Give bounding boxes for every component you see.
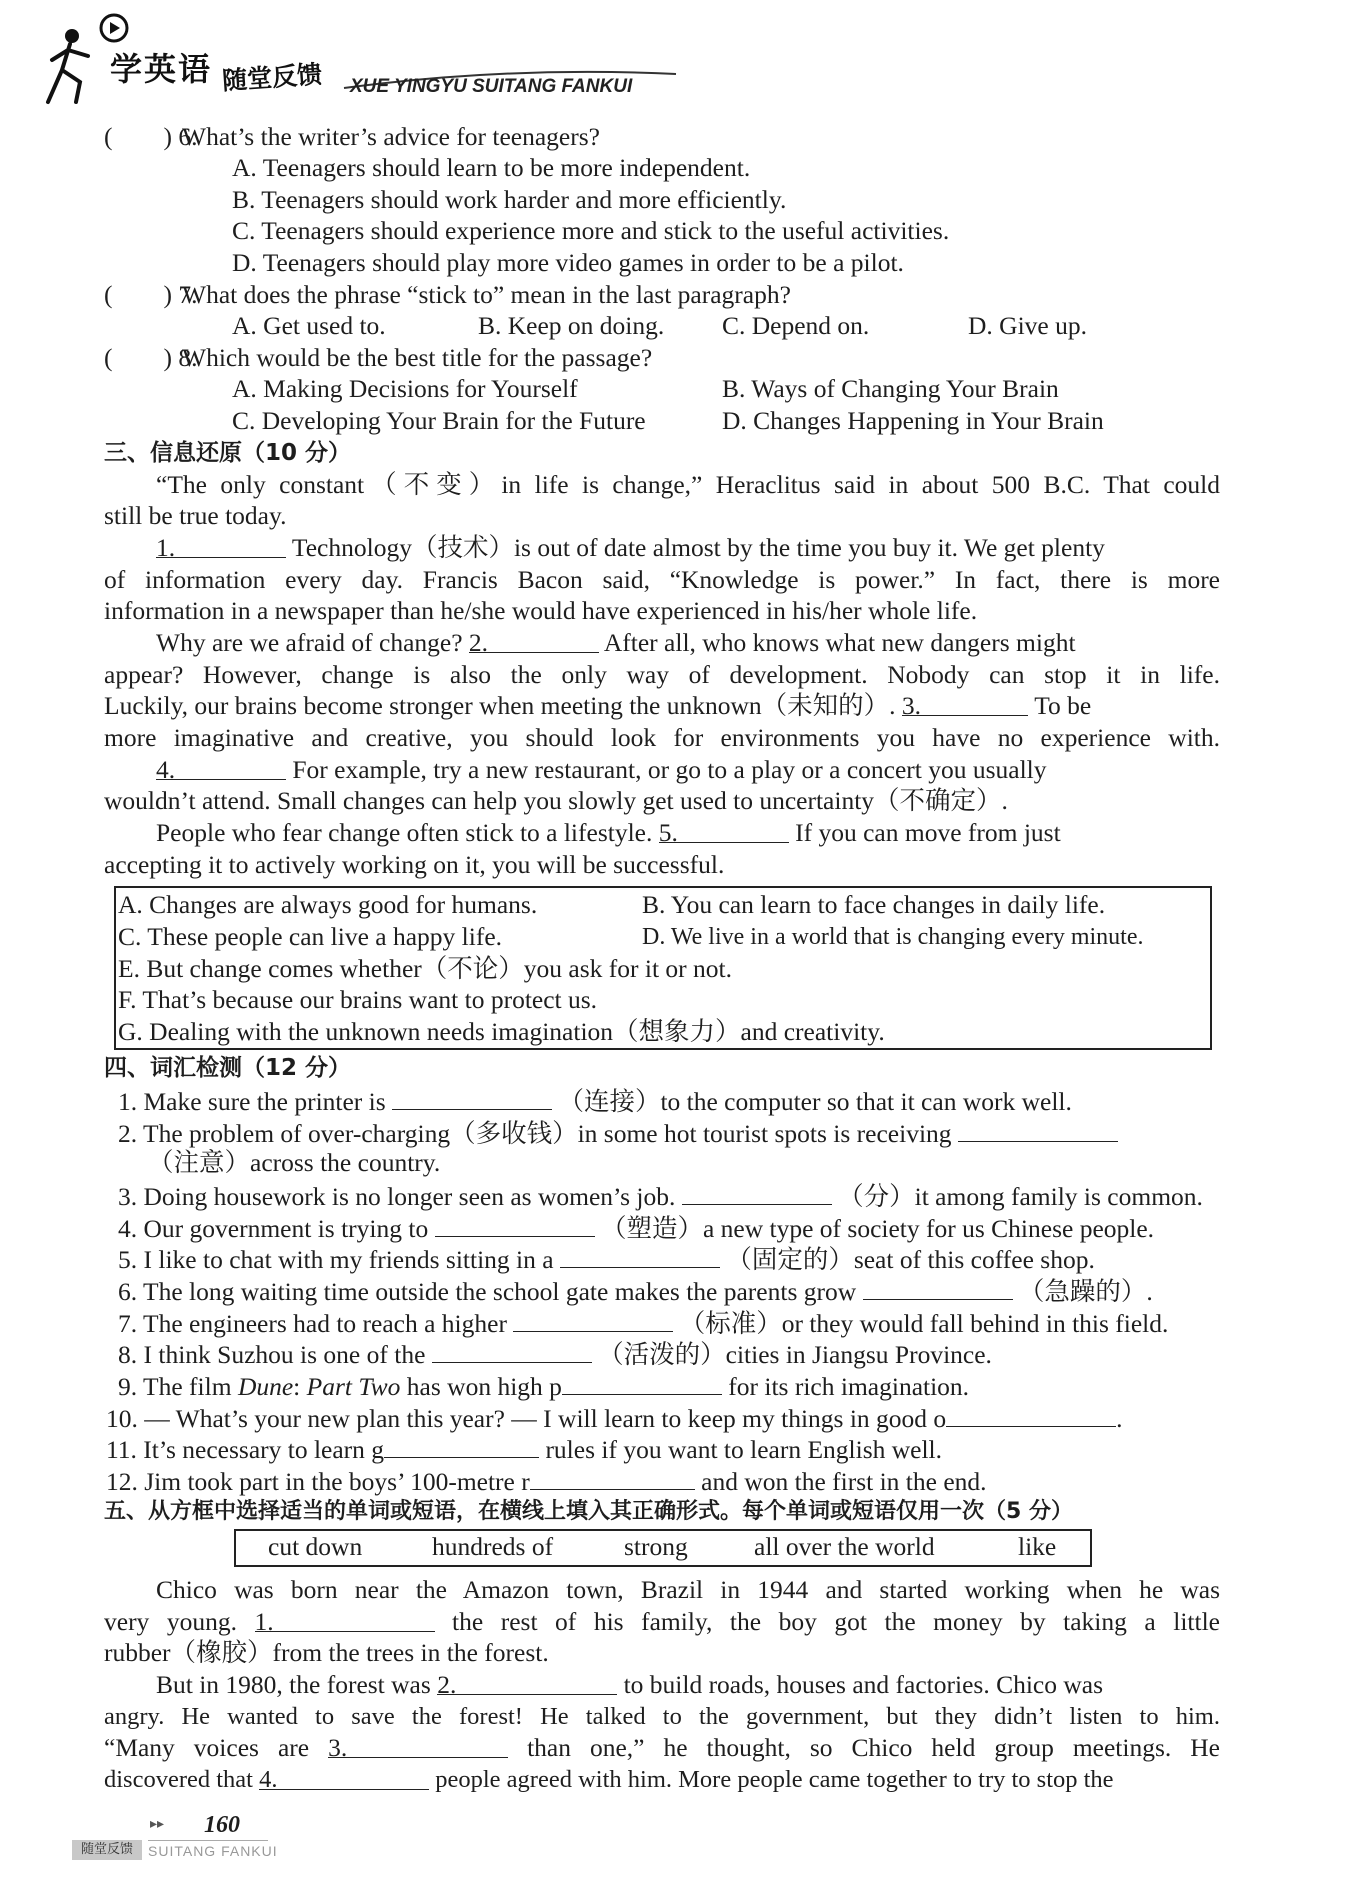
footer-tag-cn: 随堂反馈 [72,1840,142,1860]
vocab-blank-3[interactable] [682,1180,832,1205]
vocab-blank-6[interactable] [863,1275,1013,1300]
word-option: hundreds of [432,1532,554,1561]
word-option: all over the world [754,1532,935,1561]
vocab-blank-4[interactable] [435,1212,595,1237]
section-5-blank-2[interactable]: 2. [437,1670,617,1695]
section-3-blank-4[interactable]: 4. [156,755,286,780]
vocab-item-8: 8. I think Suzhou is one of the （活泼的）cities in Jiangsu Province. [118,1340,992,1369]
section-3-line: information in a newspaper than he/she would have experienced in his/her whole life. [104,596,978,625]
vocab-item-3: 3. Doing housework is no longer seen as women’s job. （分）it among family is common. [118,1182,1203,1211]
section-3-line: “The only constant（不变）in life is change,” Heraclitus said in about 500 B.C. That could [156,470,1220,499]
vocab-item-2-cont: （注意）across the country. [148,1148,441,1177]
section-4-title: 四、词汇检测（12 分） [104,1055,352,1081]
vocab-item-7: 7. The engineers had to reach a higher （标准）or they would fall behind in this field. [118,1309,1169,1338]
footer-divider [148,1840,268,1841]
section-3-title: 三、信息还原（10 分） [104,440,352,466]
vocab-blank-10[interactable] [946,1402,1116,1427]
section-5-title: 五、从方框中选择适当的单词或短语，在横线上填入其正确形式。每个单词或短语仅用一次（5 分） [104,1499,1073,1524]
section-3-line: still be true today. [104,501,287,530]
section-3-line: accepting it to actively working on it, you will be successful. [104,850,725,879]
vocab-item-9: 9. The film Dune: Part Two has won high p for its rich imagination. [118,1372,970,1401]
section-3-line: more imaginative and creative, you should look for environments you have no experience with. [104,723,1220,752]
section-3-option-e: E. But change comes whether（不论）you ask for it or not. [118,954,732,983]
section-5-line: very young. 1. the rest of his family, the boy got the money by taking a little [104,1607,1220,1636]
header-title-sub: 随堂反馈 [221,59,324,96]
section-3-line: Luckily, our brains become stronger when meeting the unknown（未知的）. 3. To be [104,691,1092,720]
section-5-line: Chico was born near the Amazon town, Brazil in 1944 and started working when he was [156,1575,1220,1604]
section-5-line: discovered that 4. people agreed with him. More people came together to try to stop the [104,1766,1114,1793]
section-3-blank-3[interactable]: 3. [902,691,1028,716]
vocab-blank-5[interactable] [560,1243,720,1268]
question-7-option-a: A. Get used to. [232,311,386,340]
double-arrow-icon: ▸▸ [150,1817,165,1832]
section-3-blank-2[interactable]: 2. [469,628,599,653]
header-title-cn: 学英语 [110,50,213,88]
question-6-option-a: A. Teenagers should learn to be more independent. [232,153,751,182]
question-7-option-d: D. Give up. [968,311,1087,340]
section-3-blank-1[interactable]: 1. [156,533,286,558]
vocab-blank-1[interactable] [392,1085,552,1110]
vocab-item-6: 6. The long waiting time outside the school gate makes the parents grow （急躁的）. [118,1277,1153,1306]
footer-tag-en: SUITANG FANKUI [148,1843,278,1859]
section-3-option-d: D. We live in a world that is changing every minute. [642,924,1144,950]
vocab-blank-7[interactable] [513,1307,673,1332]
section-5-line: But in 1980, the forest was 2. to build roads, houses and factories. Chico was [156,1670,1104,1699]
vocab-blank-9[interactable] [562,1370,722,1395]
section-3-option-b: B. You can learn to face changes in daily life. [642,890,1106,919]
section-3-line: appear? However, change is also the only way of development. Nobody can stop it in life. [104,660,1220,689]
vocab-item-11: 11. It’s necessary to learn g rules if you want to learn English well. [106,1435,943,1464]
question-8-option-d: D. Changes Happening in Your Brain [722,406,1104,435]
question-7-option-b: B. Keep on doing. [478,311,665,340]
header-title-en: XUE YINGYU SUITANG FANKUI [350,76,633,97]
section-3-line: People who fear change often stick to a lifestyle. 5. If you can move from just [156,818,1061,847]
section-3-blank-5[interactable]: 5. [659,818,789,843]
question-6-option-d: D. Teenagers should play more video games in order to be a pilot. [232,248,904,277]
section-3-option-c: C. These people can live a happy life. [118,922,503,951]
question-8-option-c: C. Developing Your Brain for the Future [232,406,646,435]
section-3-option-a: A. Changes are always good for humans. [118,890,538,919]
vocab-item-10: 10. — What’s your new plan this year? — I will learn to keep my things in good o . [106,1404,1123,1433]
question-6-option-c: C. Teenagers should experience more and stick to the useful activities. [232,216,950,245]
section-5-blank-1[interactable]: 1. [255,1607,435,1632]
section-3-line: wouldn’t attend. Small changes can help you slowly get used to uncertainty（不确定）. [104,786,1008,815]
question-8-option-b: B. Ways of Changing Your Brain [722,374,1059,403]
question-7-stem: ( ) 7.What does the phrase “stick to” mean in the last paragraph? [104,280,791,309]
word-option: like [1018,1532,1057,1561]
question-8-stem: ( ) 8.Which would be the best title for the passage? [104,343,653,372]
section-3-option-f: F. That’s because our brains want to protect us. [118,985,598,1014]
section-5-line: angry. He wanted to save the forest! He talked to the government, but they didn’t listen to him. [104,1703,1220,1730]
vocab-item-4: 4. Our government is trying to （塑造）a new type of society for us Chinese people. [118,1214,1155,1243]
section-3-line: Why are we afraid of change? 2. After all, who knows what new dangers might [156,628,1076,657]
section-5-word-box [234,1529,1092,1567]
section-5-blank-4[interactable]: 4. [259,1765,429,1790]
word-option: strong [624,1532,688,1561]
page-header [40,10,660,108]
vocab-item-2: 2. The problem of over-charging（多收钱）in some hot tourist spots is receiving [118,1117,1118,1149]
vocab-blank-8[interactable] [432,1338,592,1363]
section-3-option-g: G. Dealing with the unknown needs imagination（想象力）and creativity. [118,1017,885,1046]
vocab-item-12: 12. Jim took part in the boys’ 100-metre r and won the first in the end. [106,1467,987,1496]
section-3-line: 4. For example, try a new restaurant, or go to a play or a concert you usually [156,755,1047,784]
vocab-item-5: 5. I like to chat with my friends sitting in a （固定的）seat of this coffee shop. [118,1245,1095,1274]
section-5-line: “Many voices are 3. than one,” he thought, so Chico held group meetings. He [104,1733,1220,1762]
section-5-line: rubber（橡胶）from the trees in the forest. [104,1638,549,1667]
vocab-blank-12[interactable] [530,1465,695,1490]
question-7-option-c: C. Depend on. [722,311,870,340]
word-option: cut down [268,1532,363,1561]
vocab-blank-2[interactable] [958,1117,1118,1142]
question-8-option-a: A. Making Decisions for Yourself [232,374,578,403]
question-6-option-b: B. Teenagers should work harder and more efficiently. [232,185,787,214]
vocab-blank-11[interactable] [384,1433,539,1458]
section-5-blank-3[interactable]: 3. [328,1733,508,1758]
section-3-line: of information every day. Francis Bacon said, “Knowledge is power.” In fact, there is more [104,565,1220,594]
section-3-line: 1. Technology（技术）is out of date almost by the time you buy it. We get plenty [156,533,1105,562]
vocab-item-1: 1. Make sure the printer is （连接）to the computer so that it can work well. [118,1087,1072,1116]
question-6-stem: ( ) 6.What’s the writer’s advice for teenagers? [104,122,600,151]
page-number: 160 [204,1812,240,1838]
